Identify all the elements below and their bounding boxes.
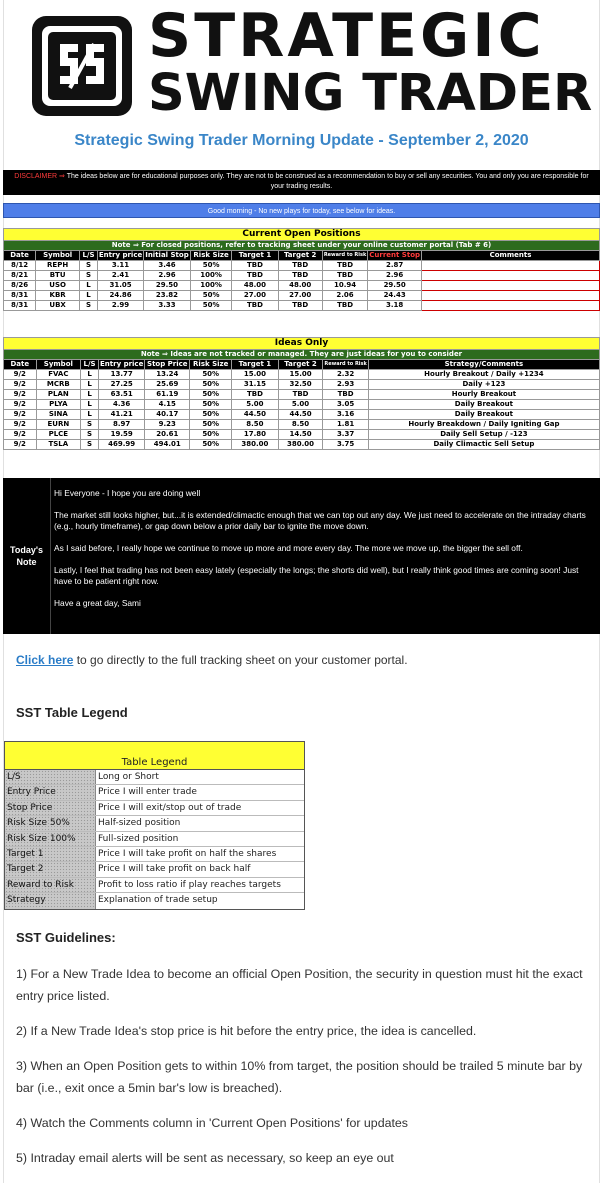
col-header: Entry price — [100, 360, 144, 368]
table-cell: 25.69 — [145, 380, 190, 390]
table-cell: PLCE — [36, 430, 81, 440]
table-cell: Daily Climactic Sell Setup — [368, 440, 599, 450]
table-cell: 5.00 — [278, 400, 323, 410]
table-cell: L — [81, 390, 99, 400]
table-cell: 31.05 — [97, 281, 143, 291]
col-header: Date — [4, 360, 37, 370]
table-cell: Daily +123 — [368, 380, 599, 390]
table-cell: 8.97 — [99, 420, 145, 430]
table-cell: 32.50 — [278, 380, 323, 390]
guidelines-list — [16, 963, 591, 1182]
ideas-note: Note ⇒ Ideas are not tracked or managed. They are just ideas for you to consider — [4, 350, 600, 360]
table-cell: TBD — [323, 390, 368, 400]
legend-row — [5, 801, 304, 816]
table-row — [4, 400, 600, 410]
legend-key: Target 1 — [5, 847, 95, 861]
table-cell: 100% — [190, 271, 232, 281]
table-cell: 9/2 — [4, 370, 37, 380]
open-positions-note: Note ⇒ For closed positions, refer to tracking sheet under your online customer portal (Tab # 6) — [4, 241, 600, 251]
table-cell: 9/2 — [4, 400, 37, 410]
table-cell: 9/2 — [4, 420, 37, 430]
table-cell: 9/2 — [4, 380, 37, 390]
table-cell: UBX — [36, 301, 80, 311]
table-cell: 29.50 — [368, 281, 422, 291]
table-cell: Daily Breakout — [368, 410, 599, 420]
col-header: Comments — [422, 251, 600, 261]
table-cell: TBD — [322, 261, 367, 271]
col-header: Target 1 — [232, 360, 279, 370]
table-cell: 2.41 — [97, 271, 143, 281]
col-header: L/S — [81, 360, 99, 370]
ideas-table — [3, 337, 600, 450]
table-cell: 380.00 — [278, 440, 323, 450]
table-cell: TBD — [232, 301, 278, 311]
table-cell: REPH — [36, 261, 80, 271]
table-cell: 50% — [190, 400, 232, 410]
table-cell: Daily Sell Setup / -123 — [368, 430, 599, 440]
table-cell: TBD — [278, 271, 322, 281]
table-cell: TBD — [278, 261, 322, 271]
todays-note-label: Today's Note — [3, 478, 51, 634]
table-cell: 2.87 — [368, 261, 422, 271]
table-cell: Hourly Breakdown / Daily Igniting Gap — [368, 420, 599, 430]
col-header: Current Stop — [369, 251, 421, 259]
table-cell: 2.96 — [144, 271, 191, 281]
col-header: Stop Price — [145, 360, 190, 370]
brand-line1: STRATEGIC — [148, 1, 545, 71]
legend-value: Price I will exit/stop out of trade — [95, 801, 304, 815]
table-cell: 17.80 — [232, 430, 279, 440]
todays-note-panel — [3, 478, 600, 634]
col-header: L/S — [80, 251, 98, 261]
table-cell: 15.00 — [232, 370, 279, 380]
legend-key: L/S — [5, 770, 95, 784]
table-cell: L — [80, 291, 98, 301]
col-header: Date — [4, 251, 36, 261]
brand-line2: SWING TRADER — [148, 64, 593, 123]
table-cell: L — [81, 380, 99, 390]
table-cell: 50% — [190, 410, 232, 420]
table-cell: 380.00 — [232, 440, 279, 450]
col-header: Target 1 — [232, 251, 278, 261]
table-cell: 4.36 — [99, 400, 145, 410]
table-cell: L — [81, 400, 99, 410]
table-cell: S — [81, 420, 99, 430]
table-cell: 3.75 — [323, 440, 368, 450]
table-row — [4, 440, 600, 450]
table-cell: L — [81, 410, 99, 420]
open-positions-header-row — [4, 251, 600, 261]
table-cell: TBD — [278, 390, 323, 400]
guideline-item: 1) For a New Trade Idea to become an official Open Position, the security in question must hit the exact entry price listed. — [16, 967, 583, 1003]
table-cell: 40.17 — [145, 410, 190, 420]
legend-row — [5, 847, 304, 862]
table-cell: S — [80, 301, 98, 311]
table-row — [4, 281, 600, 291]
table-cell: Daily Breakout — [368, 400, 599, 410]
table-cell: 24.43 — [368, 291, 422, 301]
legend-table-title: Table Legend — [5, 742, 304, 770]
table-cell: 48.00 — [278, 281, 322, 291]
table-cell: 24.86 — [97, 291, 143, 301]
table-cell: 27.00 — [278, 291, 322, 301]
open-positions-title: Current Open Positions — [4, 229, 600, 241]
legend-rows — [5, 770, 304, 909]
table-cell: MCRB — [36, 380, 81, 390]
table-row — [4, 390, 600, 400]
legend-key: Stop Price — [5, 801, 95, 815]
guideline-item: 5) Intraday email alerts will be sent as necessary, so keep an eye out — [16, 1151, 394, 1165]
legend-row — [5, 770, 304, 785]
sst-logo-icon — [30, 14, 134, 118]
table-cell: 48.00 — [232, 281, 278, 291]
note-paragraph: As I said before, I really hope we continue to move up more and more every day. The more we move up, the bigger the sell off. — [54, 543, 523, 553]
table-cell: TBD — [322, 271, 367, 281]
table-cell: 8/31 — [4, 301, 36, 311]
table-cell: TBD — [322, 301, 367, 311]
col-header: Risk Size — [190, 360, 232, 370]
col-header: Initial Stop — [145, 251, 189, 259]
table-cell: USO — [36, 281, 80, 291]
table-cell: 1.81 — [323, 420, 368, 430]
table-cell — [422, 261, 600, 271]
legend-table — [4, 741, 305, 910]
table-cell: 9/2 — [4, 430, 37, 440]
note-paragraph: Lastly, I feel that trading has not been easy lately (especially the longs; the shorts did well), but I really think good times are coming soon! Just have to be patient right now. — [54, 565, 579, 586]
table-cell: 2.32 — [323, 370, 368, 380]
portal-link[interactable]: Click here — [16, 653, 74, 667]
table-row — [4, 261, 600, 271]
table-cell: 50% — [190, 420, 232, 430]
table-cell: 494.01 — [145, 440, 190, 450]
legend-key: Strategy — [5, 893, 95, 908]
table-cell: 50% — [190, 440, 232, 450]
table-cell: TBD — [232, 261, 278, 271]
table-cell: S — [81, 440, 99, 450]
table-cell: 9.23 — [145, 420, 190, 430]
table-cell: 3.46 — [144, 261, 191, 271]
table-cell: 2.93 — [323, 380, 368, 390]
ideas-title: Ideas Only — [4, 338, 600, 350]
table-cell: 3.33 — [144, 301, 191, 311]
table-cell: 61.19 — [145, 390, 190, 400]
table-cell: 2.99 — [97, 301, 143, 311]
table-cell: 50% — [190, 370, 232, 380]
legend-value: Full-sized position — [95, 832, 304, 846]
arrow-right-icon: ⇒ — [59, 173, 65, 180]
legend-key: Risk Size 100% — [5, 832, 95, 846]
legend-row — [5, 785, 304, 800]
table-cell — [422, 291, 600, 301]
table-cell: TBD — [278, 301, 322, 311]
table-cell: 23.82 — [144, 291, 191, 301]
table-cell: 27.25 — [99, 380, 145, 390]
col-header: Symbol — [36, 251, 80, 261]
table-cell: 3.18 — [368, 301, 422, 311]
table-cell: 50% — [190, 430, 232, 440]
ideas-body — [4, 370, 600, 450]
table-cell: Hourly Breakout — [368, 390, 599, 400]
good-morning-banner: Good morning - No new plays for today, see below for ideas. — [3, 203, 600, 218]
table-cell: KBR — [36, 291, 80, 301]
table-cell: 50% — [190, 261, 232, 271]
table-cell: 27.00 — [232, 291, 278, 301]
table-cell: 2.06 — [322, 291, 367, 301]
table-cell: 4.15 — [145, 400, 190, 410]
col-header: Risk Size — [190, 251, 232, 261]
table-cell: BTU — [36, 271, 80, 281]
legend-value: Explanation of trade setup — [95, 893, 304, 908]
table-cell — [422, 301, 600, 311]
table-cell: 14.50 — [278, 430, 323, 440]
table-row — [4, 291, 600, 301]
table-cell: 3.11 — [97, 261, 143, 271]
table-cell: 50% — [190, 380, 232, 390]
table-cell: 19.59 — [99, 430, 145, 440]
table-cell: 8.50 — [278, 420, 323, 430]
table-cell: 10.94 — [322, 281, 367, 291]
table-cell: EURN — [36, 420, 81, 430]
table-cell: FVAC — [36, 370, 81, 380]
table-cell: 8/21 — [4, 271, 36, 281]
table-cell: 8/31 — [4, 291, 36, 301]
table-cell: S — [80, 271, 98, 281]
note-paragraph: The market still looks higher, but...it is extended/climactic enough that we can top out any day. We just need to accelerate on the intraday charts (e.g., hourly timeframe), or gap down below a prior daily bar to ignite the move down. — [54, 510, 586, 531]
table-row — [4, 301, 600, 311]
table-cell: 50% — [190, 301, 232, 311]
guidelines-title: SST Guidelines: — [16, 930, 116, 945]
legend-value: Price I will take profit on back half — [95, 862, 304, 876]
col-header: Target 2 — [278, 251, 322, 261]
table-row — [4, 380, 600, 390]
legend-row — [5, 878, 304, 893]
legend-value: Long or Short — [95, 770, 304, 784]
guideline-item: 4) Watch the Comments column in 'Current Open Positions' for updates — [16, 1116, 408, 1130]
table-cell: 9/2 — [4, 440, 37, 450]
note-paragraph: Hi Everyone - I hope you are doing well — [54, 488, 201, 498]
table-cell: 13.24 — [145, 370, 190, 380]
table-cell — [422, 271, 600, 281]
portal-link-line — [16, 653, 408, 667]
table-cell: 13.77 — [99, 370, 145, 380]
legend-row — [5, 816, 304, 831]
table-cell: 5.00 — [232, 400, 279, 410]
table-cell: 3.16 — [323, 410, 368, 420]
table-cell: 469.99 — [99, 440, 145, 450]
table-cell — [422, 281, 600, 291]
legend-row — [5, 832, 304, 847]
col-header: Symbol — [36, 360, 81, 370]
table-cell: S — [80, 261, 98, 271]
legend-row — [5, 862, 304, 877]
table-cell: 44.50 — [232, 410, 279, 420]
legend-row — [5, 893, 304, 908]
table-cell: 41.21 — [99, 410, 145, 420]
guideline-item: 3) When an Open Position gets to within 10% from target, the position should be trailed 5 minute bar by bar (i.e., exit once a 5min bar's low is breached). — [16, 1059, 583, 1095]
col-header: Entry price — [98, 251, 143, 259]
table-row — [4, 410, 600, 420]
table-cell: 9/2 — [4, 410, 37, 420]
table-cell: L — [81, 370, 99, 380]
disclaimer-text: The ideas below are for educational purposes only. They are not to be construed as a recommendation to buy or sell any securities. You and only you are responsible for your trading results. — [66, 173, 589, 190]
table-cell: TSLA — [36, 440, 81, 450]
table-cell: 15.00 — [278, 370, 323, 380]
table-cell: 50% — [190, 291, 232, 301]
table-cell: 29.50 — [144, 281, 191, 291]
table-cell: 44.50 — [278, 410, 323, 420]
table-cell: 8/12 — [4, 261, 36, 271]
legend-key: Risk Size 50% — [5, 816, 95, 830]
legend-value: Profit to loss ratio if play reaches targets — [95, 878, 304, 892]
table-cell: 31.15 — [232, 380, 279, 390]
legend-value: Price I will enter trade — [95, 785, 304, 799]
table-cell: SINA — [36, 410, 81, 420]
table-row — [4, 370, 600, 380]
todays-note-body — [54, 488, 598, 620]
table-row — [4, 430, 600, 440]
table-cell: 100% — [190, 281, 232, 291]
open-positions-body — [4, 261, 600, 311]
legend-key: Entry Price — [5, 785, 95, 799]
table-cell: 8/26 — [4, 281, 36, 291]
table-cell: 2.96 — [368, 271, 422, 281]
table-cell: 20.61 — [145, 430, 190, 440]
col-header: Reward to Risk — [322, 251, 367, 261]
legend-key: Reward to Risk — [5, 878, 95, 892]
table-cell: TBD — [232, 271, 278, 281]
guideline-item: 2) If a New Trade Idea's stop price is hit before the entry price, the idea is cancelled. — [16, 1024, 477, 1038]
table-cell: PLYA — [36, 400, 81, 410]
table-row — [4, 420, 600, 430]
table-row — [4, 271, 600, 281]
legend-value: Half-sized position — [95, 816, 304, 830]
table-cell: 50% — [190, 390, 232, 400]
table-cell: Hourly Breakout / Daily +1234 — [368, 370, 599, 380]
legend-value: Price I will take profit on half the shares — [95, 847, 304, 861]
portal-link-text: to go directly to the full tracking sheet on your customer portal. — [73, 653, 408, 667]
disclaimer-banner — [3, 170, 600, 195]
ideas-header-row — [4, 360, 600, 370]
col-header: Strategy/Comments — [368, 360, 599, 370]
table-cell: 3.05 — [323, 400, 368, 410]
table-cell: L — [80, 281, 98, 291]
table-cell: 3.37 — [323, 430, 368, 440]
page-title: Strategic Swing Trader Morning Update - September 2, 2020 — [74, 132, 529, 149]
table-cell: 9/2 — [4, 390, 37, 400]
table-cell: PLAN — [36, 390, 81, 400]
brand-logo — [30, 1, 593, 123]
legend-section-title: SST Table Legend — [16, 705, 128, 720]
note-paragraph: Have a great day, Sami — [54, 598, 141, 608]
open-positions-table — [3, 228, 600, 311]
legend-key: Target 2 — [5, 862, 95, 876]
col-header: Target 2 — [278, 360, 323, 370]
table-cell: 8.50 — [232, 420, 279, 430]
table-cell: TBD — [232, 390, 279, 400]
table-cell: S — [81, 430, 99, 440]
table-cell: 63.51 — [99, 390, 145, 400]
disclaimer-label: DISCLAIMER — [14, 173, 58, 180]
col-header: Reward to Risk — [323, 360, 368, 370]
